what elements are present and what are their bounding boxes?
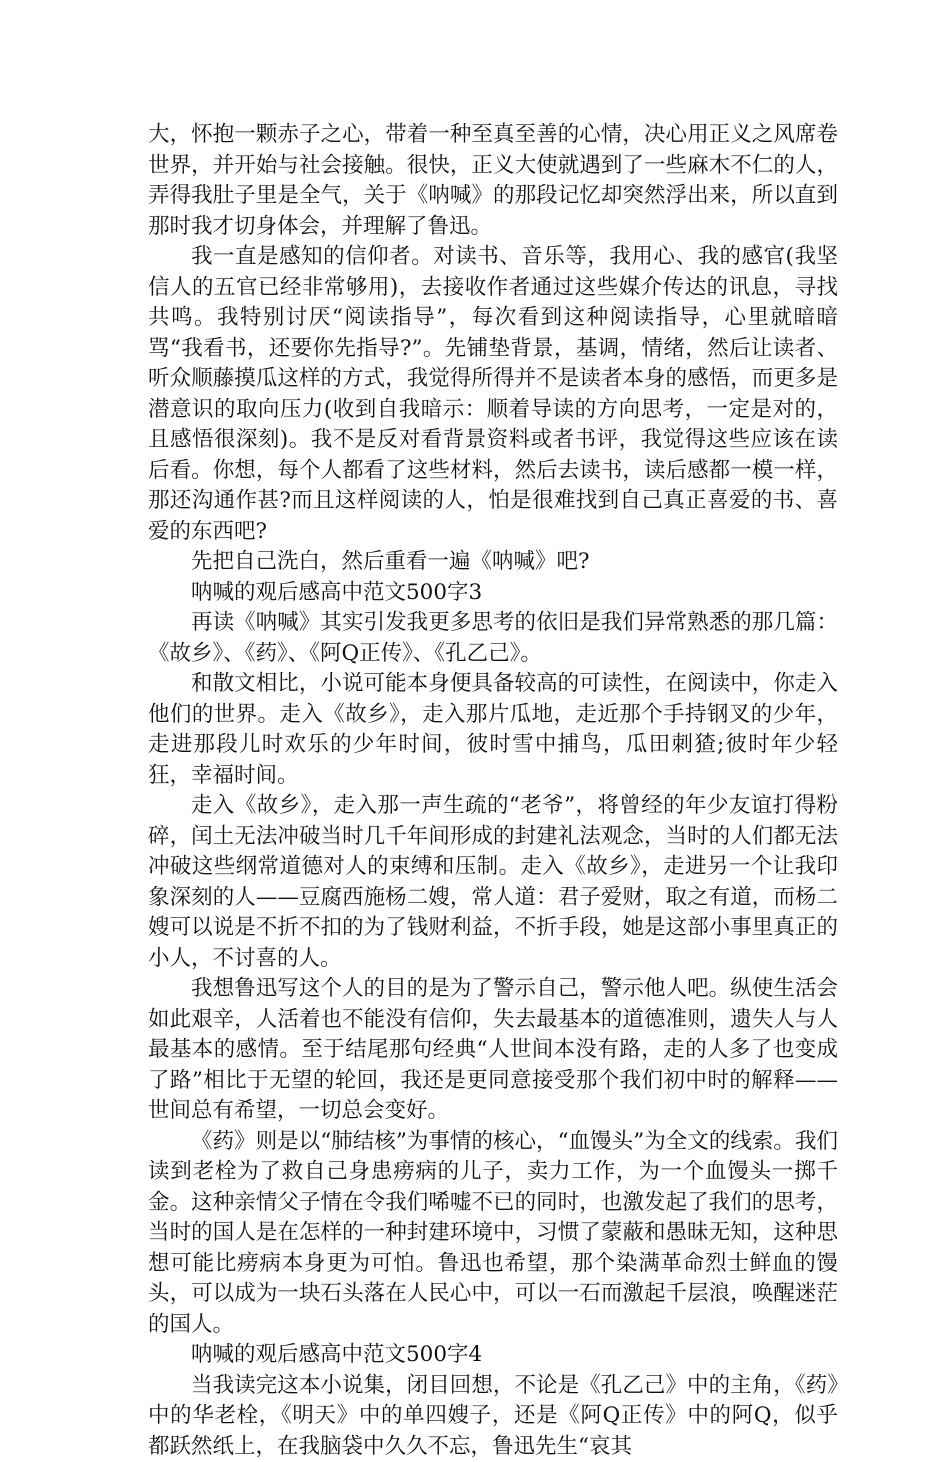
paragraph-continuation: 大，怀抱一颗赤子之心，带着一种至真至善的心情，决心用正义之风席卷世界，并开始与社会接触。很快，正义大使就遇到了一些麻木不仁的人，弄得我肚子里是全气，关于《呐喊》的那段记忆却突然浮出来，所以直到那时我才切身体会，并理解了鲁迅。 <box>148 120 838 242</box>
document-body <box>148 120 838 1462</box>
paragraph: 《药》则是以“肺结核”为事情的核心，“血馒头”为全文的线索。我们读到老栓为了救自己身患痨病的儿子，卖力工作，为一个血馒头一掷千金。这种亲情父子情在令我们唏嘘不已的同时，也激发起了我们的思考，当时的国人是在怎样的一种封建环境中，习惯了蒙蔽和愚昧无知，这种思想可能比痨病本身更为可怕。鲁迅也希望，那个染满革命烈士鲜血的馒头，可以成为一块石头落在人民心中，可以一石而激起千层浪，唤醒迷茫的国人。 <box>148 1127 838 1341</box>
paragraph: 再读《呐喊》其实引发我更多思考的依旧是我们异常熟悉的那几篇：《故乡》、《药》、《阿Q正传》、《孔乙己》。 <box>148 608 838 669</box>
paragraph: 走入《故乡》，走入那一声生疏的“老爷”，将曾经的年少友谊打得粉碎，闰土无法冲破当时几千年间形成的封建礼法观念，当时的人们都无法冲破这些纲常道德对人的束缚和压制。走入《故乡》，走进另一个让我印象深刻的人——豆腐西施杨二嫂，常人道：君子爱财，取之有道，而杨二嫂可以说是不折不扣的为了钱财利益，不折手段，她是这部小事里真正的小人，不讨喜的人。 <box>148 791 838 974</box>
paragraph: 和散文相比，小说可能本身便具备较高的可读性，在阅读中，你走入他们的世界。走入《故乡》，走入那片瓜地，走近那个手持钢叉的少年，走进那段儿时欢乐的少年时间，彼时雪中捕鸟，瓜田刺猹;彼时年少轻狂，幸福时间。 <box>148 669 838 791</box>
paragraph: 当我读完这本小说集，闭目回想，不论是《孔乙己》中的主角，《药》中的华老栓，《明天》中的单四嫂子，还是《阿Q正传》中的阿Q，似乎都跃然纸上，在我脑袋中久久不忘，鲁迅先生“哀其 <box>148 1371 838 1462</box>
paragraph: 我想鲁迅写这个人的目的是为了警示自己，警示他人吧。纵使生活会如此艰辛，人活着也不能没有信仰，失去最基本的道德准则，遗失人与人最基本的感情。至于结尾那句经典“人世间本没有路，走的人多了也变成了路”相比于无望的轮回，我还是更同意接受那个我们初中时的解释——世间总有希望，一切总会变好。 <box>148 974 838 1127</box>
section-heading-3: 呐喊的观后感高中范文500字3 <box>148 578 838 609</box>
paragraph: 先把自己洗白，然后重看一遍《呐喊》吧? <box>148 547 838 578</box>
section-heading-4: 呐喊的观后感高中范文500字4 <box>148 1340 838 1371</box>
paragraph: 我一直是感知的信仰者。对读书、音乐等，我用心、我的感官(我坚信人的五官已经非常够用)，去接收作者通过这些媒介传达的讯息，寻找共鸣。我特别讨厌“阅读指导”，每次看到这种阅读指导，心里就暗暗骂“我看书，还要你先指导?”。先铺垫背景，基调，情绪，然后让读者、听众顺藤摸瓜这样的方式，我觉得所得并不是读者本身的感悟，而更多是潜意识的取向压力(收到自我暗示：顺着导读的方向思考，一定是对的，且感悟很深刻)。我不是反对看背景资料或者书评，我觉得这些应该在读后看。你想，每个人都看了这些材料，然后去读书，读后感都一模一样，那还沟通作甚?而且这样阅读的人，怕是很难找到自己真正喜爱的书、喜爱的东西吧? <box>148 242 838 547</box>
